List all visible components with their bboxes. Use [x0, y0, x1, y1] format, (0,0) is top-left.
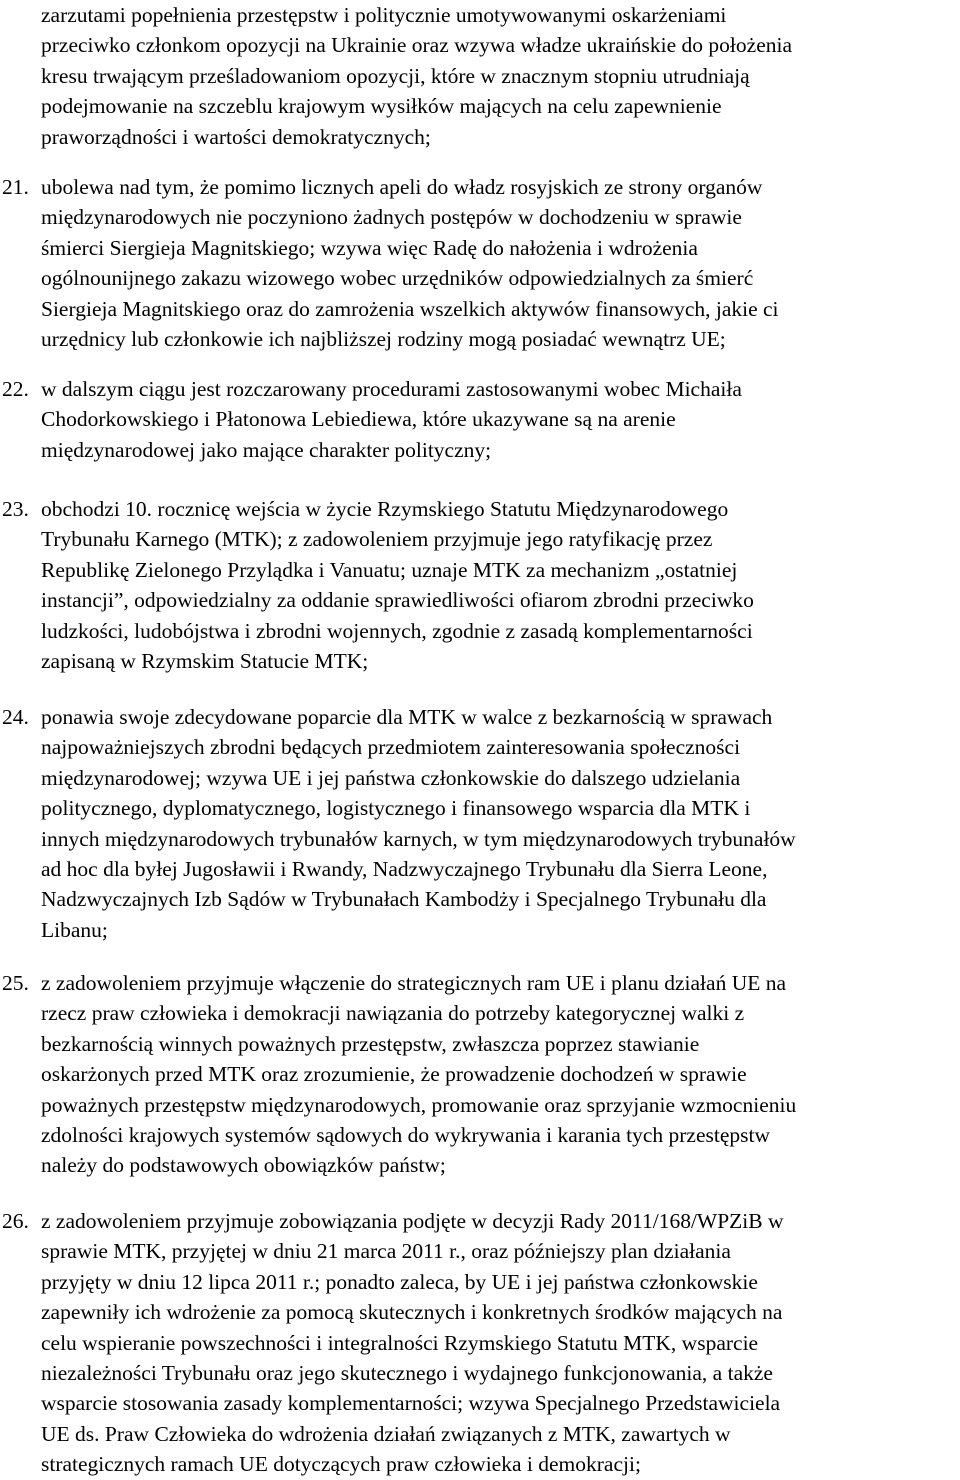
- paragraph-continuation: [0, 0, 960, 152]
- paragraph-22: [0, 374, 960, 465]
- text-line: sprawie MTK, przyjętej w dniu 21 marca 2011 r., oraz późniejszy plan działania: [41, 1239, 731, 1264]
- text-line: urzędnicy lub członkowie ich najbliższej rodziny mogą posiadać wewnątrz UE;: [41, 327, 726, 352]
- text-line: ad hoc dla byłej Jugosławii i Rwandy, Nadzwyczajnego Trybunału dla Sierra Leone,: [41, 857, 768, 882]
- text-line: najpoważniejszych zbrodni będących przedmiotem zainteresowania społeczności: [41, 735, 741, 760]
- paragraph-number: 23.: [2, 497, 29, 521]
- text-line: z zadowoleniem przyjmuje włączenie do strategicznych ram UE i planu działań UE na: [41, 971, 787, 995]
- text-line: bezkarnością winnych poważnych przestępstw, zwłaszcza poprzez stawianie: [41, 1031, 700, 1056]
- text-line: obchodzi 10. rocznicę wejścia w życie Rzymskiego Statutu Międzynarodowego: [41, 497, 729, 521]
- text-line: podejmowanie na szczeblu krajowym wysiłków mających na celu zapewnienie: [41, 94, 722, 119]
- text-line: rzecz praw człowieka i demokracji nawiązania do potrzeby kategorycznej walki z: [41, 1001, 745, 1026]
- text-line: niezależności Trybunału oraz jego skutecznego i wydajnego funkcjonowania, a także: [41, 1361, 773, 1386]
- text-line: strategicznych ramach UE dotyczących praw człowieka i demokracji;: [41, 1452, 641, 1477]
- paragraph-number: 22.: [2, 377, 29, 401]
- text-line: ubolewa nad tym, że pomimo licznych apeli do władz rosyjskich ze strony organów: [41, 175, 763, 199]
- text-line: ogólnounijnego zakazu wizowego wobec urzędników odpowiedzialnych za śmierć: [41, 266, 754, 291]
- text-line: celu wspieranie powszechności i integralności Rzymskiego Statutu MTK, wsparcie: [41, 1330, 759, 1355]
- paragraph-23: [0, 494, 960, 676]
- text-line: w dalszym ciągu jest rozczarowany procedurami zastosowanymi wobec Michaiła: [41, 377, 742, 401]
- paragraph-25: [0, 968, 960, 1181]
- text-line: wsparcie stosowania zasady komplementarności; wzywa Specjalnego Przedstawiciela: [41, 1391, 781, 1416]
- text-line: śmierci Siergieja Magnitskiego; wzywa więc Radę do nałożenia i wdrożenia: [41, 235, 698, 260]
- text-line: poważnych przestępstw międzynarodowych, promowanie oraz sprzyjanie wzmocnieniu: [41, 1092, 797, 1117]
- text-line: Nadzwyczajnych Izb Sądów w Trybunałach Kambodży i Specjalnego Trybunału dla: [41, 887, 767, 912]
- text-line: Libanu;: [41, 917, 108, 942]
- text-line: zapewniły ich wdrożenie za pomocą skutecznych i konkretnych środków mających na: [41, 1300, 783, 1325]
- text-line: instancji”, odpowiedzialny za oddanie sprawiedliwości ofiarom zbrodni przeciwko: [41, 588, 754, 613]
- text-line: Chodorkowskiego i Płatonowa Lebiediewa, które ukazywane są na arenie: [41, 407, 676, 432]
- text-line: zarzutami popełnienia przestępstw i politycznie umotywowanymi oskarżeniami: [41, 3, 727, 27]
- text-line: Siergieja Magnitskiego oraz do zamrożenia wszelkich aktywów finansowych, jakie ci: [41, 296, 779, 321]
- text-line: międzynarodowej; wzywa UE i jej państwa członkowskie do dalszego udzielania: [41, 765, 741, 790]
- text-line: z zadowoleniem przyjmuje zobowiązania podjęte w decyzji Rady 2011/168/WPZiB w: [41, 1209, 784, 1233]
- text-line: UE ds. Praw Człowieka do wdrożenia działań związanych z MTK, zawartych w: [41, 1421, 731, 1446]
- text-line: innych międzynarodowych trybunałów karnych, w tym międzynarodowych trybunałów: [41, 826, 796, 851]
- paragraph-number: 26.: [2, 1209, 29, 1233]
- text-line: przeciwko członkom opozycji na Ukrainie oraz wzywa władze ukraińskie do położenia: [41, 33, 793, 58]
- paragraph-24: [0, 702, 960, 945]
- text-line: należy do podstawowych obowiązków państw;: [41, 1153, 446, 1178]
- paragraph-number: 21.: [2, 175, 29, 199]
- text-line: Republikę Zielonego Przylądka i Vanuatu; uznaje MTK za mechanizm „ostatniej: [41, 557, 738, 582]
- paragraph-21: [0, 172, 960, 354]
- text-line: ponawia swoje zdecydowane poparcie dla MTK w walce z bezkarnością w sprawach: [41, 705, 773, 729]
- text-line: międzynarodowej jako mające charakter polityczny;: [41, 437, 492, 462]
- paragraph-number: 25.: [2, 971, 29, 995]
- text-line: praworządności i wartości demokratycznych;: [41, 124, 431, 149]
- text-line: oskarżonych przed MTK oraz zrozumienie, że prowadzenie dochodzeń w sprawie: [41, 1062, 747, 1087]
- text-line: ludzkości, ludobójstwa i zbrodni wojennych, zgodnie z zasadą komplementarności: [41, 618, 753, 643]
- text-line: politycznego, dyplomatycznego, logistycznego i finansowego wsparcia dla MTK i: [41, 796, 751, 821]
- text-line: zdolności krajowych systemów sądowych do wykrywania i karania tych przestępstw: [41, 1123, 771, 1148]
- text-line: międzynarodowych nie poczyniono żadnych postępów w dochodzeniu w sprawie: [41, 205, 742, 230]
- paragraph-number: 24.: [2, 705, 29, 729]
- text-line: Trybunału Karnego (MTK); z zadowoleniem przyjmuje jego ratyfikację przez: [41, 527, 713, 552]
- paragraph-26: [0, 1206, 960, 1480]
- text-line: zapisaną w Rzymskim Statucie MTK;: [41, 649, 369, 674]
- text-line: przyjęty w dniu 12 lipca 2011 r.; ponadto zaleca, by UE i jej państwa członkowskie: [41, 1269, 758, 1294]
- text-line: kresu trwającym prześladowaniom opozycji, które w znacznym stopniu utrudniają: [41, 63, 750, 88]
